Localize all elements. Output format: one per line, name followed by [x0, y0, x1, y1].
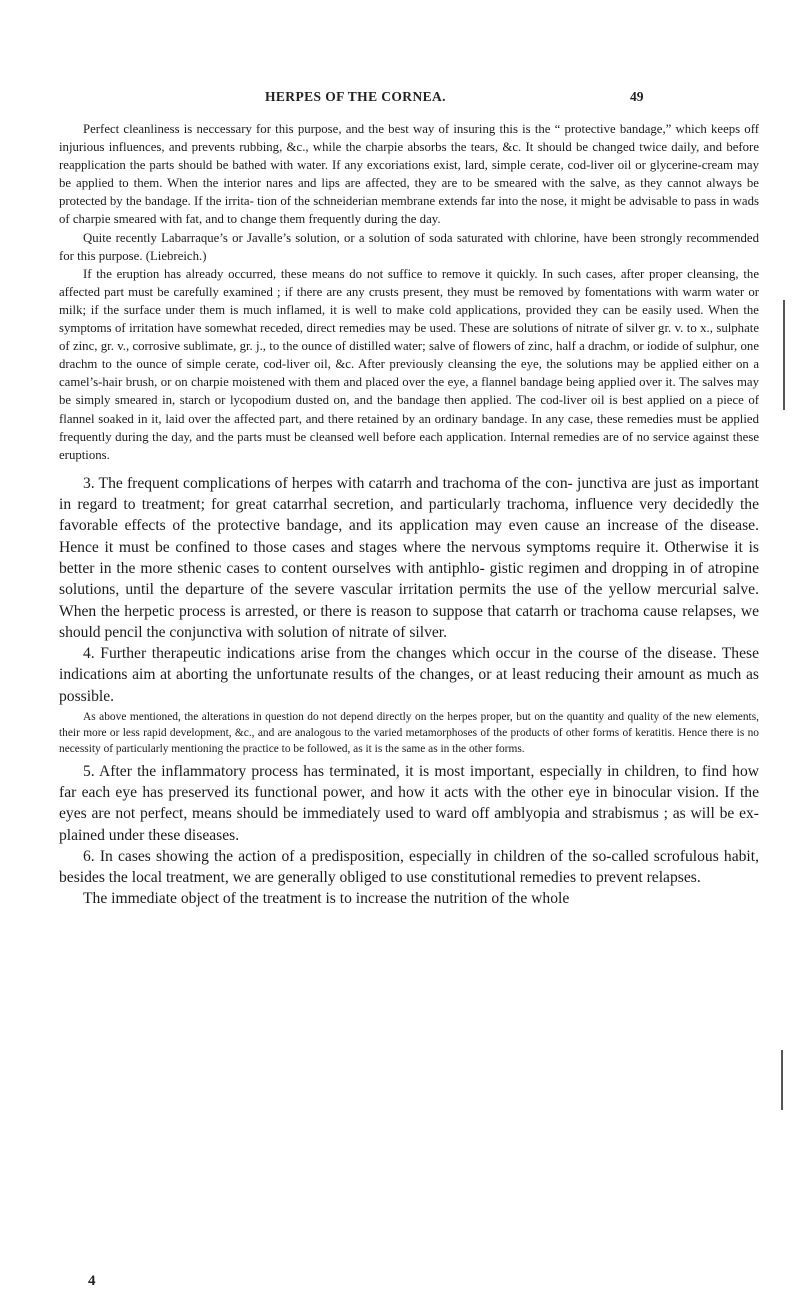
body-text	[59, 120, 759, 910]
page-number: 49	[630, 89, 644, 104]
numbered-paragraph: 6. In cases showing the action of a predisposition, especially in children of the so-called scrofulous habit, besides the local treatment, we are generally obliged to use constitutional remedies to prevent relapses.	[59, 847, 759, 887]
paragraph: The immediate object of the treatment is to increase the nutrition of the whole	[83, 890, 570, 908]
main-print-section-continued	[59, 761, 759, 910]
running-head: HERPES OF THE CORNEA.	[265, 89, 446, 104]
margin-rule	[781, 1050, 783, 1110]
signature-mark: 4	[88, 1273, 96, 1289]
paragraph: Quite recently Labarraque’s or Javalle’s solution, or a solution of soda saturated with chlorine, have been strongly recommended for this purpose. (Liebreich.)	[59, 230, 759, 263]
numbered-paragraph: 3. The frequent complications of herpes with catarrh and trachoma of the con- junctiva are just as important in regard to treatment; for great catarrhal secretion, and particularly trachoma, influence very decidedly the favorable effects of the protective bandage, and its application may even cause an increase of the disease. Hence it must be confined to those cases and stages where the nervous symptoms require it. Otherwise it is better in the more sthenic cases to content ourselves with antiphlo- gistic regimen and dropping in of atropine solutions, until the departure of the severe vascular irritation permits the use of the yellow mercurial salve. When the herpetic process is arrested, or there is reason to suppose that catarrh or trachoma cause relapses, we should pencil the conjunctiva with solution of nitrate of silver.	[59, 474, 759, 641]
small-print-section	[59, 120, 759, 464]
page-header	[0, 89, 800, 111]
numbered-paragraph: 4. Further therapeutic indications arise from the changes which occur in the course of the disease. These indications aim at aborting the unfortunate results of the changes, or at least reducing their amount as much as possible.	[59, 645, 759, 705]
main-print-section	[59, 473, 759, 707]
paragraph: Perfect cleanliness is neccessary for this purpose, and the best way of insuring this is the “ protective bandage,” which keeps off injurious influences, and prevents rubbing, &c., while the charpie absorbs the tears, &c. It should be changed twice daily, and before reapplication the parts should be bathed with water. If any excoriations exist, lard, simple cerate, cod-liver oil or glycerine-cream may be applied to them. When the interior nares and lips are affected, they are to be smeared with the salve, as they cannot always be protected by the bandage. If the irrita- tion of the schneiderian membrane extends far into the nose, it might be advisable to pass in wads of charpie smeared with fat, and to change them frequently during the day.	[59, 122, 759, 227]
paragraph: If the eruption has already occurred, these means do not suffice to remove it quickly. In such cases, after proper cleansing, the affected part must be carefully examined ; if there are any crusts present, they must be removed by fomentations with warm water or milk; if the surface under them is much inflamed, it is well to make cold applications, provided they can be easily used. When the symptoms of irritation have somewhat receded, direct remedies may be used. These are solutions of nitrate of silver gr. v. to x., sulphate of zinc, gr. v., corrosive sublimate, gr. j., to the ounce of distilled water; salve of flowers of zinc, half a drachm, or iodide of sulphur, one drachm to the ounce of simple cerate, cod-liver oil, &c. After previously cleansing the eye, the solutions may be applied either on a camel’s-hair brush, or on charpie moistened with them and placed over the eye, a flannel bandage being applied over it. The salves may be simply smeared in, starch or lycopodium dusted on, and the bandage then applied. The cod-liver oil is best applied on a piece of flannel soaked in it, laid over the affected part, and there retained by an ordinary bandage. In any case, these remedies must be applied frequently during the day, and the parts must be cleansed well before each application. Internal remedies are of no service against these eruptions.	[59, 266, 759, 462]
note-section	[59, 709, 759, 758]
note-paragraph: As above mentioned, the alterations in question do not depend directly on the herpes proper, but on the quantity and quality of the new elements, their more or less rapid development, &c., and are analogous to the varied metamorphoses of the products of other forms of keratitis. Hence there is no necessity of particularly mentioning the practice to be followed, as it is the same as in the other forms.	[59, 711, 759, 756]
numbered-paragraph: 5. After the inflammatory process has terminated, it is most important, especially in children, to find how far each eye has preserved its functional power, and how it acts with the other eye in binocular vision. If the eyes are not perfect, means should be immediately used to ward off amblyopia and strabismus ; as will be ex- plained under these diseases.	[59, 762, 759, 844]
margin-rule	[783, 300, 785, 410]
